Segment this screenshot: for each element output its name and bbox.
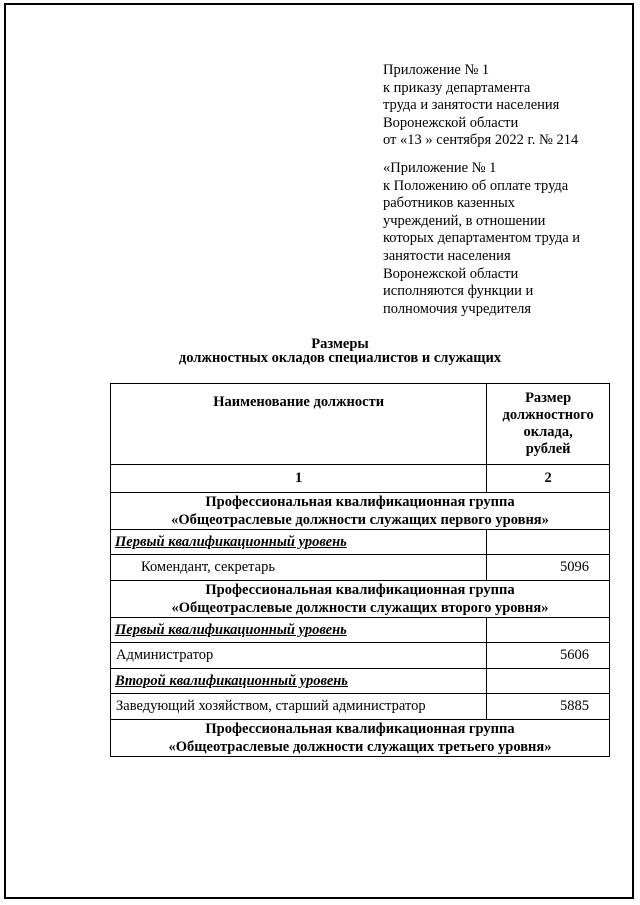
appendix-line: к Положению об оплате труда [383,177,569,194]
document-title: Размеры [311,336,369,352]
group-row [111,493,610,530]
group-heading [111,720,610,757]
header-salary-line: должностного [502,407,594,423]
level-row [111,669,610,694]
group-heading-line: Профессиональная квалификационная группа [205,721,515,737]
empty-cell [487,669,610,694]
salary-value: 5885 [487,694,610,720]
appendix-line: от «13 » сентября 2022 г. № 214 [383,132,579,149]
group-row [111,720,610,757]
header-salary-line: рублей [525,441,571,457]
appendix-line: учреждений, в отношении [383,212,546,229]
level-row [111,618,610,643]
column-number: 1 [111,465,487,493]
appendix-line: труда и занятости населения [383,97,560,114]
table-header-row [111,384,610,465]
position-name: Комендант, секретарь [111,555,487,581]
empty-cell [487,530,610,555]
appendix-line: к приказу департамента [383,79,531,96]
appendix-line: Воронежской области [383,114,519,131]
column-number-row [111,465,610,493]
salary-value: 5606 [487,643,610,669]
position-name: Администратор [111,643,487,669]
header-position-name: Наименование должности [111,384,487,465]
group-heading-line: Профессиональная квалификационная группа [205,494,515,510]
group-heading-line: «Общеотраслевые должности служащих второго уровня» [171,600,549,616]
table-row [111,555,610,581]
level-label: Первый квалификационный уровень [111,530,487,555]
column-number: 2 [487,465,610,493]
header-salary-line: оклада, [523,424,573,440]
group-row [111,581,610,618]
salary-value: 5096 [487,555,610,581]
appendix-line: занятости населения [383,247,511,264]
group-heading [111,581,610,618]
empty-cell [487,618,610,643]
group-heading [111,493,610,530]
appendix-line: полномочия учредителя [383,300,532,317]
group-heading-line: Профессиональная квалификационная группа [205,582,515,598]
table-row [111,694,610,720]
group-heading-line: «Общеотраслевые должности служащих третьего уровня» [168,739,552,755]
appendix-line: «Приложение № 1 [383,160,497,176]
document-subtitle: должностных окладов специалистов и служащих [178,350,502,366]
salary-table [110,383,610,757]
level-label: Первый квалификационный уровень [111,618,487,643]
appendix-order-reference [383,62,623,150]
level-row [111,530,610,555]
appendix-line: которых департаментом труда и [383,230,581,247]
appendix-line: Приложение № 1 [383,62,490,78]
level-label: Второй квалификационный уровень [111,669,487,694]
position-name: Заведующий хозяйством, старший администратор [111,694,487,720]
appendix-line: работников казенных [383,195,515,212]
table-row [111,643,610,669]
appendix-regulation-reference [383,160,623,318]
appendix-line: Воронежской области [383,265,519,282]
header-salary-line: Размер [525,390,572,406]
appendix-line: исполняются функции и [383,283,534,300]
group-heading-line: «Общеотраслевые должности служащих первого уровня» [171,512,549,528]
header-salary [487,384,610,465]
